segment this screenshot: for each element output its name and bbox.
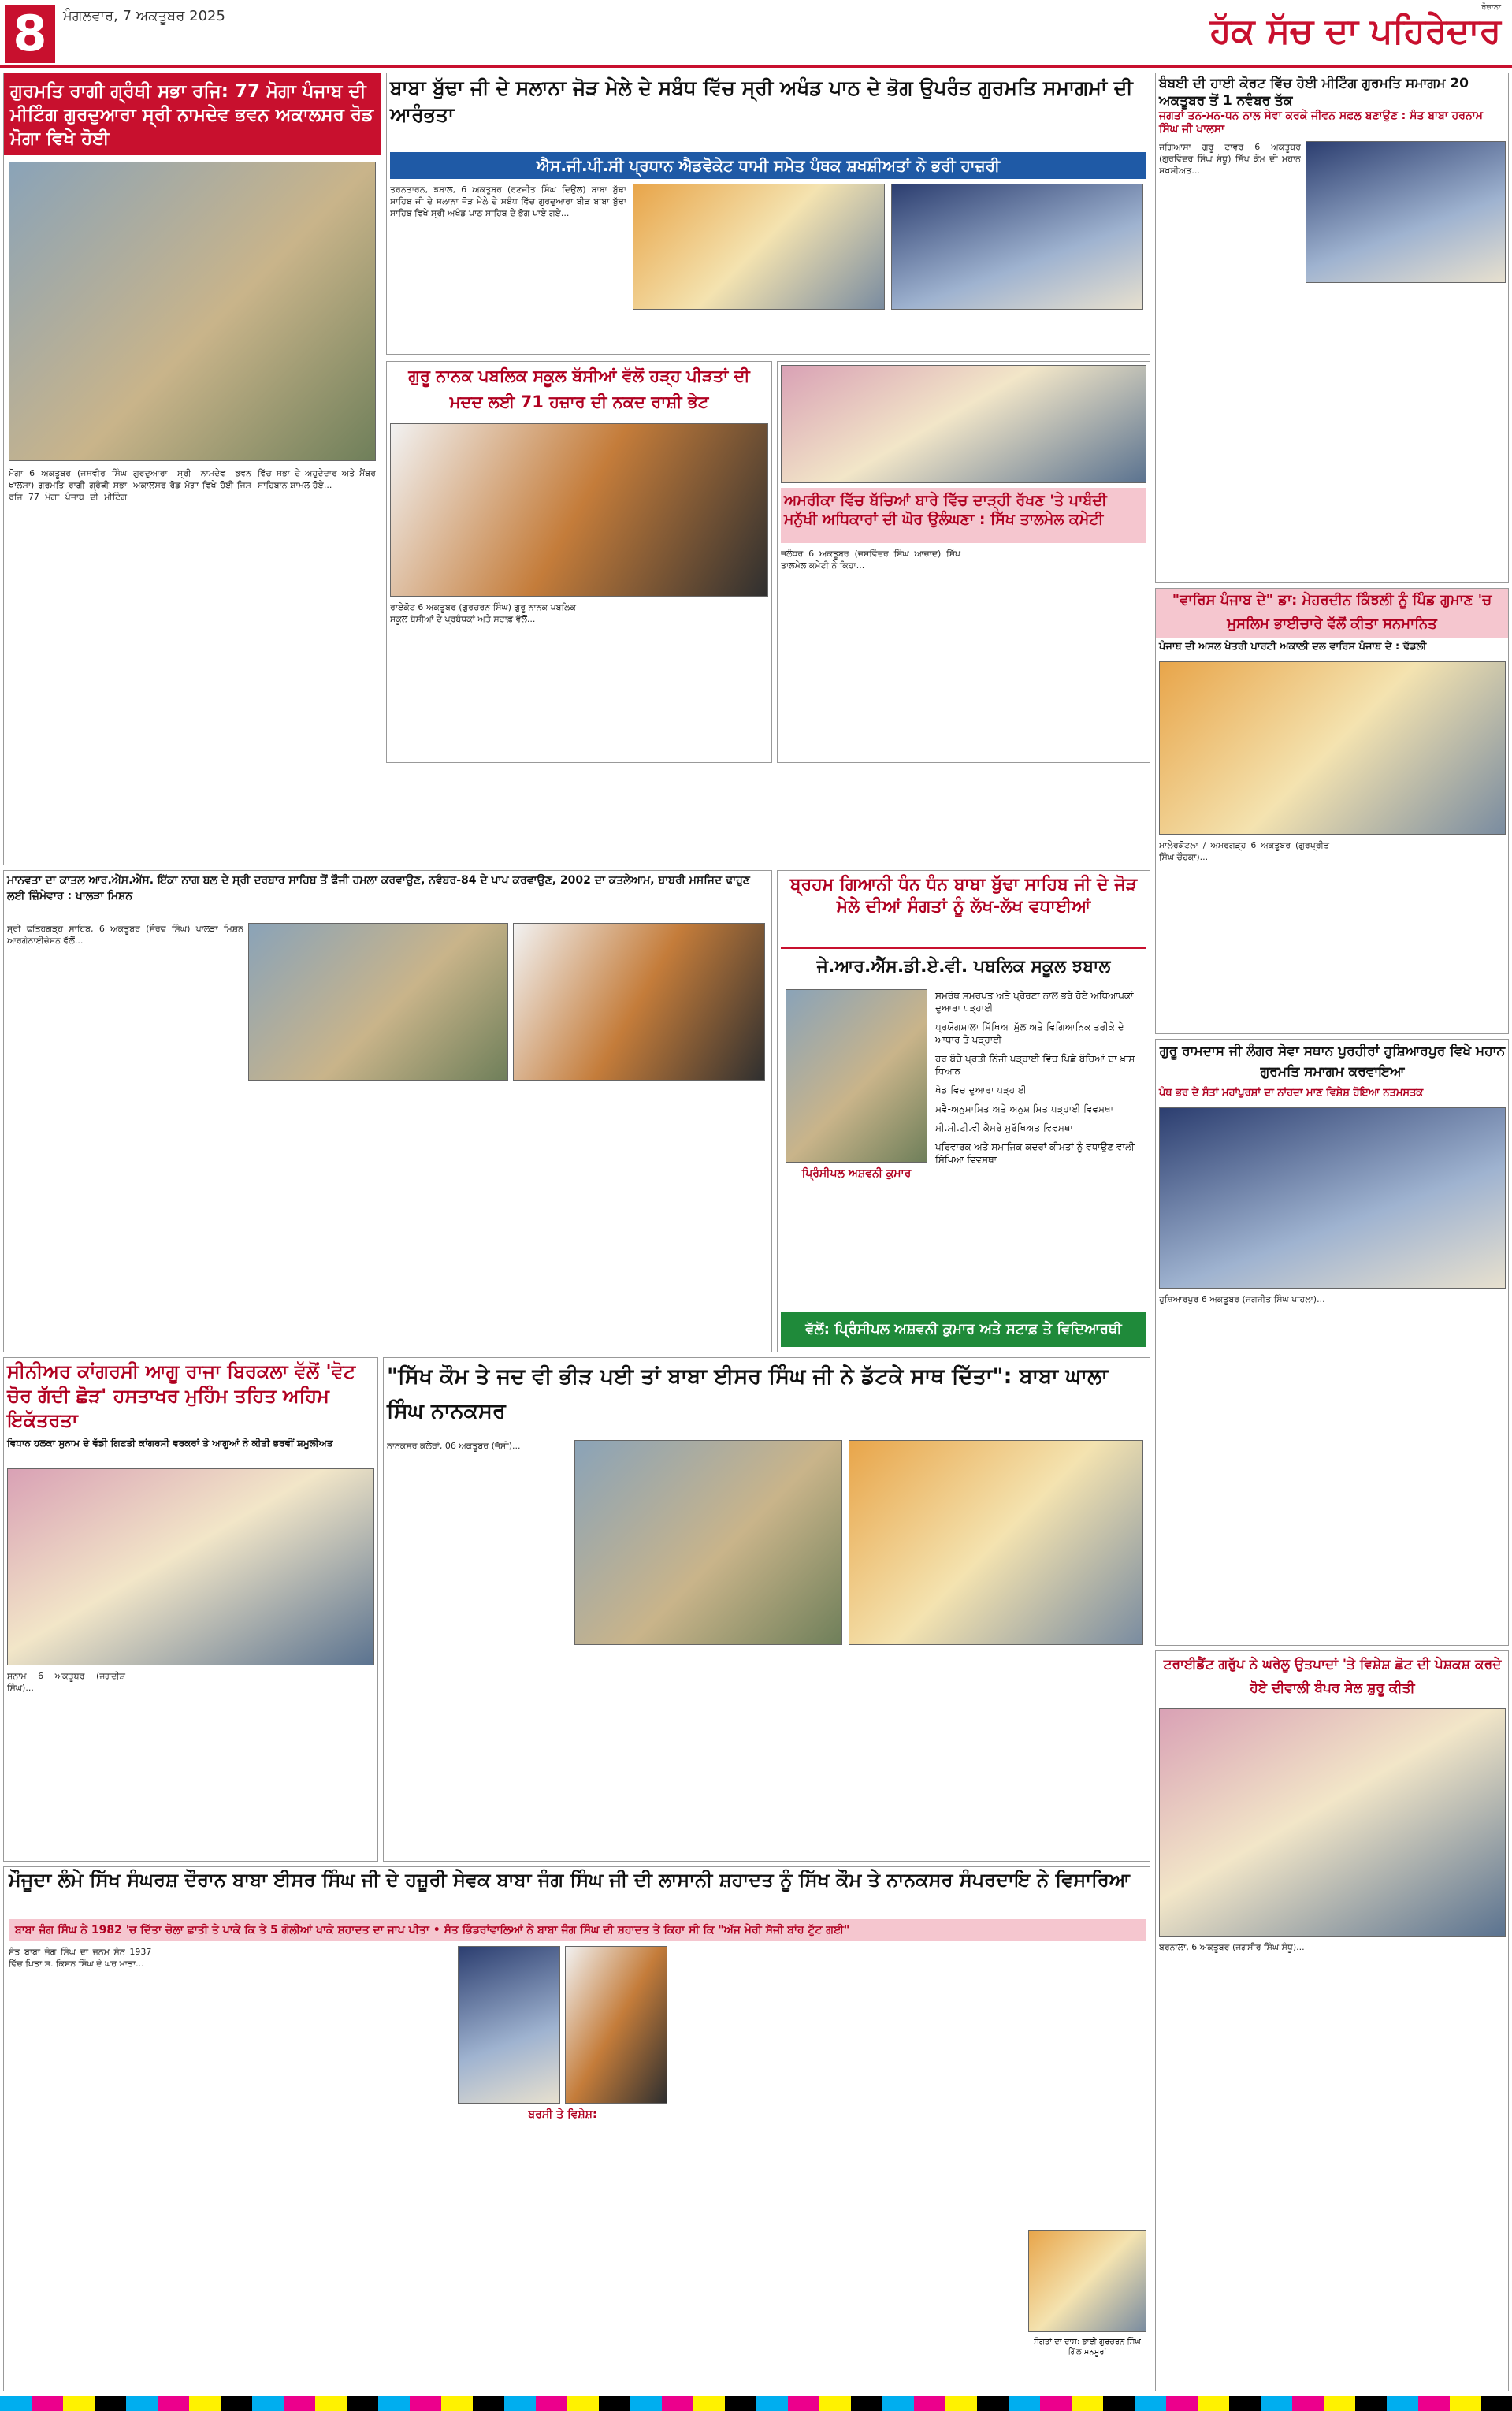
ad-point: ਖੇਡ ਵਿਚ ਦੁਆਰਾ ਪੜ੍ਹਾਈ (935, 1085, 1027, 1096)
story-photo (9, 162, 376, 461)
story-headline: ਮਾਨਵਤਾ ਦਾ ਕਾਤਲ ਆਰ.ਐੱਸ.ਐੱਸ. ਇੱਕਾ ਨਾਗ ਬਲ ਦੇ ਸ੍ਰੀ ਦਰਬਾਰ ਸਾਹਿਬ ਤੋਂ ਫੌਜੀ ਹਮਲਾ ਕਰਵਾਉਣ, ਨਵੰਬਰ-84 ਦੇ ਪਾਪ ਕਰਵਾਉਣ, 2002 ਦਾ ਕਤਲੇਆਮ, ਬਾਬਰੀ ਮਸਜਿਦ ਢਾਹੁਣ ਲਈ ਜ਼ਿੰਮੇਵਾਰ : ਖਾਲੜਾ ਮਿਸ਼ਨ (7, 874, 750, 902)
story-photo (1159, 1708, 1506, 1937)
author-photo (1028, 2230, 1146, 2332)
story-photo (891, 184, 1143, 310)
story-photo (1159, 1107, 1506, 1289)
story-khalra-mission (3, 870, 772, 1352)
story-photo (565, 1946, 667, 2104)
ad-dav-school-greetings (777, 870, 1150, 1352)
story-strap: ਬਾਬਾ ਜੰਗ ਸਿੰਘ ਨੇ 1982 'ਚ ਦਿੱਤਾ ਚੋਲਾ ਛਾਤੀ ਤੇ ਪਾਕੇ ਕਿ ਤੇ 5 ਗੋਲੀਆਂ ਖਾਕੇ ਸ਼ਹਾਦਤ ਦਾ ਜਾਪ ਪੀਤਾ • ਸੰਤ ਭਿੰਡਰਾਂਵਾਲਿਆਂ ਨੇ ਬਾਬਾ ਜੰਗ ਸਿੰਘ ਦੀ ਸ਼ਹਾਦਤ ਤੇ ਕਿਹਾ ਸੀ ਕਿ "ਅੱਜ ਮੇਰੀ ਸੱਜੀ ਬਾਂਹ ਟੁੱਟ ਗਈ" (9, 1919, 1146, 1941)
story-waris-punjab-honour (1155, 588, 1509, 1034)
story-trident-diwali-sale (1155, 1650, 1509, 2391)
story-photo (248, 923, 508, 1081)
story-body: ਜਗਿਆਸਾ ਗੁਰੂ ਟਾਵਰ 6 ਅਕਤੂਬਰ (ਗੁਰਵਿੰਦਰ ਸਿੰਘ ਸੰਧੂ) ਸਿੱਖ ਕੌਮ ਦੀ ਮਹਾਨ ਸ਼ਖਸੀਅਤ... (1159, 142, 1301, 176)
story-congress-signature-campaign (3, 1357, 378, 1862)
story-headline: ਗੁਰਮਤਿ ਰਾਗੀ ਗ੍ਰੰਥੀ ਸਭਾ ਰਜਿ: 77 ਮੋਗਾ ਪੰਜਾਬ ਦੀ ਮੀਟਿੰਗ ਗੁਰਦੁਆਰਾ ਸ੍ਰੀ ਨਾਮਦੇਵ ਭਵਨ ਅਕਾਲਸਰ ਰੋਡ ਮੋਗਾ ਵਿਖੇ ਹੋਈ (4, 73, 381, 155)
story-photo (7, 1468, 374, 1665)
story-subhead: ਪੰਥ ਭਰ ਦੇ ਸੰਤਾਂ ਮਹਾਂਪੁਰਸ਼ਾਂ ਦਾ ਨਾਂਹਦਾ ਮਾਣ ਵਿਸ਼ੇਸ਼ ਹੋਇਆ ਨਤਮਸਤਕ (1159, 1087, 1424, 1099)
story-body: ਰਾਏਕੋਟ 6 ਅਕਤੂਬਰ (ਗੁਰਚਰਨ ਸਿੰਘ) ਗੁਰੂ ਨਾਨਕ ਪਬਲਿਕ ਸਕੂਲ ਬੱਸੀਆਂ ਦੇ ਪ੍ਰਬੰਧਕਾਂ ਅਤੇ ਸਟਾਫ਼ ਵੱਲੋਂ... (390, 602, 576, 624)
ad-footer: ਵੱਲੋਂ: ਪ੍ਰਿੰਸੀਪਲ ਅਸ਼ਵਨੀ ਕੁਮਾਰ ਅਤੇ ਸਟਾਫ਼ ਤੇ ਵਿਦਿਆਰਥੀ (781, 1312, 1146, 1347)
story-headline: ਟਰਾਈਡੈਂਟ ਗਰੁੱਪ ਨੇ ਘਰੇਲੂ ਉਤਪਾਦਾਂ 'ਤੇ ਵਿਸ਼ੇਸ਼ ਛੋਟ ਦੀ ਪੇਸ਼ਕਸ਼ ਕਰਦੇ ਹੋਏ ਦੀਵਾਲੀ ਬੰਪਰ ਸੇਲ ਸ਼ੁਰੂ ਕੀਤੀ (1163, 1657, 1502, 1696)
story-body: ਸੰਤ ਬਾਬਾ ਜੰਗ ਸਿੰਘ ਦਾ ਜਨਮ ਸੰਨ 1937 ਵਿੱਚ ਪਿਤਾ ਸ. ਕਿਸ਼ਨ ਸਿੰਘ ਦੇ ਘਰ ਮਾਤਾ... (9, 1947, 152, 1969)
story-raagi-sabha-meeting (3, 73, 381, 865)
author-sign-off: ਸੰਗਤਾਂ ਦਾ ਦਾਸ: ਭਾਈ ਗੁਰਚਰਨ ਸਿੰਘ ਗਿੱਲ ਮਨਸੂਰਾਂ (1034, 2338, 1141, 2357)
story-photo (1159, 661, 1506, 835)
story-subhead: ਪੰਜਾਬ ਦੀ ਅਸਲ ਖੇਤਰੀ ਪਾਰਟੀ ਅਕਾਲੀ ਦਲ ਵਾਰਿਸ ਪੰਜਾਬ ਦੇ : ਢੱਡਲੀ (1159, 641, 1427, 653)
story-baba-budha-mela (386, 73, 1150, 355)
story-body: ਜਲੰਧਰ 6 ਅਕਤੂਬਰ (ਜਸਵਿੰਦਰ ਸਿੰਘ ਆਜ਼ਾਦ) ਸਿੱਖ ਤਾਲਮੇਲ ਕਮੇਟੀ ਨੇ ਕਿਹਾ... (781, 549, 960, 571)
ad-points-list (935, 989, 1145, 1304)
story-langar-gurmat-samagam (1155, 1039, 1509, 1646)
story-photo (458, 1946, 560, 2104)
story-subhead: ਵਿਧਾਨ ਹਲਕਾ ਸੁਨਾਮ ਦੇ ਵੱਡੀ ਗਿਣਤੀ ਕਾਂਗਰਸੀ ਵਰਕਰਾਂ ਤੇ ਆਗੂਆਂ ਨੇ ਕੀਤੀ ਭਰਵੀਂ ਸ਼ਮੂਲੀਅਤ (7, 1438, 333, 1449)
story-photo (633, 184, 885, 310)
ad-point: ਸਵੈ-ਅਨੁਸ਼ਾਸਿਤ ਅਤੇ ਅਨੁਸ਼ਾਸਿਤ ਪੜ੍ਹਾਈ ਵਿਵਸਥਾ (935, 1103, 1114, 1114)
story-baba-isar-singh-tribute (383, 1357, 1150, 1862)
story-subhead: ਐਸ.ਜੀ.ਪੀ.ਸੀ ਪ੍ਰਧਾਨ ਐਡਵੋਕੇਟ ਧਾਮੀ ਸਮੇਤ ਪੰਥਕ ਸ਼ਖਸ਼ੀਅਤਾਂ ਨੇ ਭਰੀ ਹਾਜ਼ਰੀ (390, 152, 1146, 179)
story-america-beard-ban (777, 361, 1150, 763)
story-body: ਮੋਗਾ 6 ਅਕਤੂਬਰ (ਜਸਵੀਰ ਸਿੰਘ ਖਾਲਸਾ) ਗੁਰਮਤਿ ਰਾਗੀ ਗ੍ਰੰਥੀ ਸਭਾ ਰਜਿ 77 ਮੋਗਾ ਪੰਜਾਬ ਦੀ ਮੀਟਿੰਗ ਗੁਰਦੁਆਰਾ ਸ੍ਰੀ ਨਾਮਦੇਵ ਭਵਨ ਅਕਾਲਸਰ ਰੋਡ ਮੋਗਾ ਵਿਖੇ ਹੋਈ ਜਿਸ ਵਿੱਚ ਸਭਾ ਦੇ ਅਹੁਦੇਦਾਰ ਅਤੇ ਮੈਂਬਰ ਸਾਹਿਬਾਨ ਸ਼ਾਮਲ ਹੋਏ... (9, 468, 376, 502)
story-body: ਬਰਨਾਲਾ, 6 ਅਕਤੂਬਰ (ਜਗਸੀਰ ਸਿੰਘ ਸੰਧੂ)... (1159, 1942, 1305, 1952)
ad-point: ਪਰਿਵਾਰਕ ਅਤੇ ਸਮਾਜਿਕ ਕਦਰਾਂ ਕੀਮਤਾਂ ਨੂੰ ਵਧਾਉਣ ਵਾਲੀ ਸਿੱਖਿਆ ਵਿਵਸਥਾ (935, 1141, 1135, 1165)
ad-school-name: ਜੇ.ਆਰ.ਐੱਸ.ਡੀ.ਏ.ਵੀ. ਪਬਲਿਕ ਸਕੂਲ ਝਬਾਲ (816, 957, 1111, 977)
story-photo (781, 365, 1146, 483)
ad-point: ਪ੍ਰਯੋਗਸ਼ਾਲਾ ਸਿੱਖਿਆ ਮੁੱਲ ਅਤੇ ਵਿਗਿਆਨਿਕ ਤਰੀਕੇ ਦੇ ਆਧਾਰ ਤੇ ਪੜ੍ਹਾਈ (935, 1021, 1124, 1045)
story-body: ਸ੍ਰੀ ਫਤਿਹਗੜ੍ਹ ਸਾਹਿਬ, 6 ਅਕਤੂਬਰ (ਸੌਰਵ ਸਿੰਘ) ਖਾਲੜਾ ਮਿਸ਼ਨ ਆਰਗੇਨਾਈਜ਼ੇਸ਼ਨ ਵੱਲੋਂ... (7, 924, 243, 946)
story-body: ਮਾਲੇਰਕੋਟਲਾ / ਅਮਰਗੜ੍ਹ 6 ਅਕਤੂਬਰ (ਗੁਰਪ੍ਰੀਤ ਸਿੰਘ ਚੌਹਕਾ)... (1159, 840, 1329, 862)
print-color-strip (0, 2396, 1512, 2411)
masthead: ਹੱਕ ਸੱਚ ਦਾ ਪਹਿਰੇਦਾਰ (1209, 11, 1501, 51)
story-headline: "ਵਾਰਿਸ ਪੰਜਾਬ ਦੇ" ਡਾ: ਮੇਹਰਦੀਨ ਕਿੰਝਲੀ ਨੂੰ ਪਿੰਡ ਗੁਮਾਣ 'ਚ ਮੁਸਲਿਮ ਭਾਈਚਾਰੇ ਵੱਲੋਂ ਕੀਤਾ ਸਨਮਾਨਿਤ (1156, 589, 1508, 638)
story-baba-jang-singh-martyrdom (3, 1866, 1150, 2391)
ad-headline: ਬ੍ਰਹਮ ਗਿਆਨੀ ਧੰਨ ਧੰਨ ਬਾਬਾ ਬੁੱਢਾ ਸਾਹਿਬ ਜੀ ਦੇ ਜੋੜ ਮੇਲੇ ਦੀਆਂ ਸੰਗਤਾਂ ਨੂੰ ਲੱਖ-ਲੱਖ ਵਧਾਈਆਂ (789, 875, 1138, 917)
dateline: ਮੰਗਲਵਾਰ, 7 ਅਕਤੂਬਰ 2025 (63, 8, 225, 24)
page-header (0, 0, 1512, 68)
story-headline: "ਸਿੱਖ ਕੌਮ ਤੇ ਜਦ ਵੀ ਭੀੜ ਪਈ ਤਾਂ ਬਾਬਾ ਈਸਰ ਸਿੰਘ ਜੀ ਨੇ ਡੱਟਕੇ ਸਾਥ ਦਿੱਤਾ": ਬਾਬਾ ਘਾਲਾ ਸਿੰਘ ਨਾਨਕਸਰ (387, 1364, 1109, 1423)
story-photo (513, 923, 765, 1081)
masthead-tagline: ਰੋਜ਼ਾਨਾ (1481, 3, 1501, 12)
story-body: ਨਾਨਕਸਰ ਕਲੇਰਾਂ, 06 ਅਕਤੂਬਰ (ਜੱਸੀ)... (387, 1441, 521, 1451)
story-headline: ਸੀਨੀਅਰ ਕਾਂਗਰਸੀ ਆਗੂ ਰਾਜਾ ਬਿਰਕਲਾ ਵੱਲੋਂ 'ਵੋਟ ਚੋਰ ਗੱਦੀ ਛੋੜ' ਹਸਤਾਖਰ ਮੁਹਿੰਮ ਤਹਿਤ ਅਹਿਮ ਇਕੱਤਰਤਾ (7, 1360, 356, 1431)
story-body: ਤਰਨਤਾਰਨ, ਝਬਾਲ, 6 ਅਕਤੂਬਰ (ਰਣਜੀਤ ਸਿੰਘ ਦਿਉਲ) ਬਾਬਾ ਬੁੱਢਾ ਸਾਹਿਬ ਜੀ ਦੇ ਸਲਾਨਾ ਜੋੜ ਮੇਲੇ ਦੇ ਸਬੰਧ ਵਿੱਚ ਗੁਰਦੁਆਰਾ ਬੀੜ ਬਾਬਾ ਬੁੱਢਾ ਸਾਹਿਬ ਵਿਖੇ ਸ੍ਰੀ ਅਖੰਡ ਪਾਠ ਸਾਹਿਬ ਦੇ ਭੋਗ ਪਾਏ ਗਏ... (390, 184, 626, 218)
ad-point: ਸਮਰੱਥ ਸਮਰਪਤ ਅਤੇ ਪ੍ਰੇਰਣਾ ਨਾਲ ਭਰੇ ਹੋਏ ਅਧਿਆਪਕਾਂ ਦੁਆਰਾ ਪੜ੍ਹਾਈ (935, 990, 1134, 1014)
page-number: 8 (5, 5, 55, 63)
divider (781, 947, 1146, 949)
story-photo (574, 1440, 842, 1645)
principal-photo (786, 989, 927, 1163)
story-body: ਸੁਨਾਮ 6 ਅਕਤੂਬਰ (ਜਗਦੀਸ਼ ਸਿੰਘ)... (7, 1671, 125, 1693)
story-photo (849, 1440, 1143, 1645)
story-bombay-high-court (1155, 73, 1509, 583)
story-headline: ਬਾਬਾ ਬੁੱਢਾ ਜੀ ਦੇ ਸਲਾਨਾ ਜੋੜ ਮੇਲੇ ਦੇ ਸਬੰਧ ਵਿੱਚ ਸ੍ਰੀ ਅਖੰਡ ਪਾਠ ਦੇ ਭੋਗ ਉਪਰੰਤ ਗੁਰਮਤਿ ਸਮਾਗਮਾਂ ਦੀ ਆਰੰਭਤਾ (390, 76, 1133, 126)
story-subhead: ਜਗਤਾਂ ਤਨ-ਮਨ-ਧਨ ਨਾਲ ਸੇਵਾ ਕਰਕੇ ਜੀਵਨ ਸਫ਼ਲ ਬਣਾਉਣ : ਸੰਤ ਬਾਬਾ ਹਰਨਾਮ ਸਿੰਘ ਜੀ ਖਾਲਸਾ (1159, 110, 1483, 136)
story-headline: ਬੰਬਈ ਦੀ ਹਾਈ ਕੋਰਟ ਵਿੱਚ ਹੋਈ ਮੀਟਿੰਗ ਗੁਰਮਤਿ ਸਮਾਗਮ 20 ਅਕਤੂਬਰ ਤੋਂ 1 ਨਵੰਬਰ ਤੱਕ (1159, 76, 1469, 109)
ad-point: ਹਰ ਬੱਚੇ ਪ੍ਰਤੀ ਨਿੱਜੀ ਪੜ੍ਹਾਈ ਵਿੱਚ ਪਿੱਛੇ ਬੱਚਿਆਂ ਦਾ ਖ਼ਾਸ ਧਿਆਨ (935, 1053, 1135, 1077)
story-body: ਹੁਸ਼ਿਆਰਪੁਰ 6 ਅਕਤੂਬਰ (ਜਗਜੀਤ ਸਿੰਘ ਪਾਹਲਾ)... (1159, 1294, 1325, 1304)
story-headline: ਮੌਜੂਦਾ ਲੰਮੇ ਸਿੱਖ ਸੰਘਰਸ਼ ਦੌਰਾਨ ਬਾਬਾ ਈਸਰ ਸਿੰਘ ਜੀ ਦੇ ਹਜ਼ੂਰੀ ਸੇਵਕ ਬਾਬਾ ਜੰਗ ਸਿੰਘ ਜੀ ਦੀ ਲਾਸਾਨੀ ਸ਼ਹਾਦਤ ਨੂੰ ਸਿੱਖ ਕੌਮ ਤੇ ਨਾਨਕਸਰ ਸੰਪਰਦਾਇ ਨੇ ਵਿਸਾਰਿਆ (9, 1869, 1130, 1891)
ad-point: ਸੀ.ਸੀ.ਟੀ.ਵੀ ਕੈਮਰੇ ਸੁਰੱਖਿਅਤ ਵਿਵਸਥਾ (935, 1122, 1073, 1133)
story-headline: ਗੁਰੂ ਰਾਮਦਾਸ ਜੀ ਲੰਗਰ ਸੇਵਾ ਸਥਾਨ ਪੁਰਹੀਰਾਂ ਹੁਸ਼ਿਆਰਪੁਰ ਵਿਖੇ ਮਹਾਨ ਗੁਰਮਤਿ ਸਮਾਗਮ ਕਰਵਾਇਆ (1159, 1044, 1506, 1080)
story-photo (390, 423, 768, 597)
principal-name: ਪ੍ਰਿੰਸੀਪਲ ਅਸ਼ਵਨੀ ਕੁਮਾਰ (801, 1167, 912, 1180)
story-headline: ਅਮਰੀਕਾ ਵਿੱਚ ਬੱਚਿਆਂ ਬਾਰੇ ਵਿੱਚ ਦਾੜ੍ਹੀ ਰੱਖਣ 'ਤੇ ਪਾਬੰਦੀ ਮਨੁੱਖੀ ਅਧਿਕਾਰਾਂ ਦੀ ਘੋਰ ਉਲੰਘਣਾ : ਸਿੱਖ ਤਾਲਮੇਲ ਕਮੇਟੀ (781, 488, 1146, 543)
story-school-flood-donation (386, 361, 772, 763)
story-note: ਬਰਸੀ ਤੇ ਵਿਸ਼ੇਸ਼: (528, 2108, 597, 2121)
story-headline: ਗੁਰੂ ਨਾਨਕ ਪਬਲਿਕ ਸਕੂਲ ਬੱਸੀਆਂ ਵੱਲੋਂ ਹੜ੍ਹ ਪੀੜਤਾਂ ਦੀ ਮਦਦ ਲਈ 71 ਹਜ਼ਾਰ ਦੀ ਨਕਦ ਰਾਸ਼ੀ ਭੇਟ (408, 366, 750, 411)
story-photo (1306, 141, 1506, 283)
